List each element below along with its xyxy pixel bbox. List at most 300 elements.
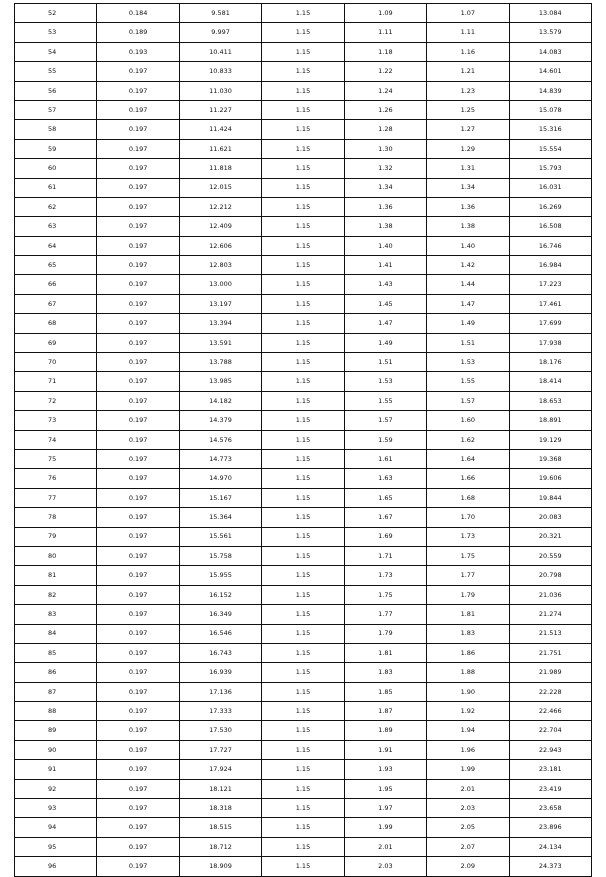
table-cell-col-4: 1.15: [262, 411, 344, 430]
table-row: [15, 333, 592, 352]
table-cell-col-6: 1.77: [427, 566, 509, 585]
table-cell-row-number: 53: [15, 23, 97, 42]
table-cell-col-7: 17.461: [509, 294, 591, 313]
table-cell-col-2: 0.197: [97, 546, 179, 565]
table-cell-col-2: 0.197: [97, 411, 179, 430]
table-cell-col-6: 1.57: [427, 391, 509, 410]
table-cell-row-number: 65: [15, 256, 97, 275]
table-cell-col-6: 1.53: [427, 353, 509, 372]
table-cell-row-number: 52: [15, 4, 97, 23]
table-cell-col-5: 1.61: [344, 449, 426, 468]
table-cell-col-5: 1.95: [344, 779, 426, 798]
table-cell-col-4: 1.15: [262, 566, 344, 585]
table-row: [15, 857, 592, 876]
table-cell-col-4: 1.15: [262, 469, 344, 488]
table-cell-col-5: 1.59: [344, 430, 426, 449]
table-cell-col-2: 0.197: [97, 333, 179, 352]
table-cell-col-4: 1.15: [262, 197, 344, 216]
table-cell-col-6: 1.29: [427, 139, 509, 158]
table-row: [15, 624, 592, 643]
table-cell-col-3: 16.939: [179, 663, 261, 682]
table-row: [15, 314, 592, 333]
table-cell-col-7: 15.078: [509, 100, 591, 119]
table-cell-col-3: 15.561: [179, 527, 261, 546]
table-cell-col-7: 23.419: [509, 779, 591, 798]
table-row: [15, 391, 592, 410]
table-row: [15, 62, 592, 81]
table-cell-col-2: 0.197: [97, 236, 179, 255]
table-cell-col-4: 1.15: [262, 4, 344, 23]
table-cell-col-3: 13.197: [179, 294, 261, 313]
table-cell-col-7: 21.751: [509, 643, 591, 662]
table-row: [15, 372, 592, 391]
table-cell-row-number: 61: [15, 178, 97, 197]
table-cell-col-6: 1.60: [427, 411, 509, 430]
table-cell-row-number: 82: [15, 585, 97, 604]
table-cell-col-7: 20.321: [509, 527, 591, 546]
table-cell-col-6: 1.96: [427, 740, 509, 759]
table-cell-col-2: 0.197: [97, 508, 179, 527]
table-row: [15, 23, 592, 42]
table-cell-col-7: 18.653: [509, 391, 591, 410]
table-cell-row-number: 93: [15, 799, 97, 818]
table-cell-col-3: 11.424: [179, 120, 261, 139]
table-cell-col-5: 1.34: [344, 178, 426, 197]
table-cell-col-7: 22.466: [509, 702, 591, 721]
table-cell-col-3: 18.318: [179, 799, 261, 818]
table-cell-col-5: 1.43: [344, 275, 426, 294]
table-cell-col-6: 1.07: [427, 4, 509, 23]
table-cell-col-5: 1.99: [344, 818, 426, 837]
table-cell-col-4: 1.15: [262, 100, 344, 119]
table-cell-row-number: 76: [15, 469, 97, 488]
table-cell-col-6: 1.62: [427, 430, 509, 449]
table-cell-col-6: 1.34: [427, 178, 509, 197]
table-cell-row-number: 56: [15, 81, 97, 100]
table-cell-col-5: 1.65: [344, 488, 426, 507]
table-cell-col-6: 1.90: [427, 682, 509, 701]
table-cell-col-5: 1.41: [344, 256, 426, 275]
table-cell-col-5: 1.75: [344, 585, 426, 604]
data-table: [14, 3, 592, 877]
table-cell-col-2: 0.197: [97, 391, 179, 410]
table-row: [15, 217, 592, 236]
table-row: [15, 546, 592, 565]
table-cell-row-number: 92: [15, 779, 97, 798]
table-cell-col-7: 22.704: [509, 721, 591, 740]
table-cell-col-6: 1.25: [427, 100, 509, 119]
table-cell-col-7: 23.896: [509, 818, 591, 837]
table-cell-col-7: 24.134: [509, 837, 591, 856]
table-cell-col-2: 0.197: [97, 799, 179, 818]
table-cell-col-4: 1.15: [262, 353, 344, 372]
table-cell-row-number: 90: [15, 740, 97, 759]
table-cell-col-7: 23.658: [509, 799, 591, 818]
table-cell-col-4: 1.15: [262, 760, 344, 779]
table-cell-col-7: 19.844: [509, 488, 591, 507]
table-cell-col-4: 1.15: [262, 527, 344, 546]
table-cell-col-6: 1.92: [427, 702, 509, 721]
table-row: [15, 81, 592, 100]
table-cell-col-7: 21.513: [509, 624, 591, 643]
table-cell-col-4: 1.15: [262, 256, 344, 275]
table-cell-col-6: 1.99: [427, 760, 509, 779]
table-cell-col-3: 13.394: [179, 314, 261, 333]
table-cell-col-2: 0.197: [97, 663, 179, 682]
table-cell-col-2: 0.197: [97, 159, 179, 178]
table-cell-col-3: 17.136: [179, 682, 261, 701]
table-row: [15, 488, 592, 507]
table-cell-col-7: 22.228: [509, 682, 591, 701]
table-cell-col-4: 1.15: [262, 217, 344, 236]
table-cell-col-4: 1.15: [262, 159, 344, 178]
table-cell-col-7: 17.938: [509, 333, 591, 352]
table-cell-col-7: 16.031: [509, 178, 591, 197]
table-row: [15, 643, 592, 662]
table-row: [15, 721, 592, 740]
table-row: [15, 159, 592, 178]
table-cell-col-4: 1.15: [262, 294, 344, 313]
table-cell-col-7: 14.083: [509, 42, 591, 61]
table-cell-col-3: 12.606: [179, 236, 261, 255]
table-row: [15, 585, 592, 604]
table-cell-row-number: 87: [15, 682, 97, 701]
table-cell-col-5: 1.87: [344, 702, 426, 721]
table-cell-col-6: 1.49: [427, 314, 509, 333]
table-cell-col-6: 1.21: [427, 62, 509, 81]
table-cell-col-2: 0.193: [97, 42, 179, 61]
table-cell-col-6: 2.01: [427, 779, 509, 798]
table-cell-col-7: 18.891: [509, 411, 591, 430]
table-cell-row-number: 94: [15, 818, 97, 837]
table-cell-col-4: 1.15: [262, 178, 344, 197]
table-cell-col-3: 10.411: [179, 42, 261, 61]
table-row: [15, 760, 592, 779]
table-cell-col-5: 1.77: [344, 605, 426, 624]
table-cell-row-number: 68: [15, 314, 97, 333]
table-row: [15, 236, 592, 255]
table-cell-col-2: 0.197: [97, 120, 179, 139]
table-cell-col-4: 1.15: [262, 81, 344, 100]
table-cell-col-7: 23.181: [509, 760, 591, 779]
table-cell-col-6: 1.31: [427, 159, 509, 178]
table-cell-col-2: 0.197: [97, 275, 179, 294]
table-cell-col-7: 14.839: [509, 81, 591, 100]
table-row: [15, 682, 592, 701]
table-cell-col-3: 14.182: [179, 391, 261, 410]
table-row: [15, 527, 592, 546]
table-cell-col-4: 1.15: [262, 740, 344, 759]
table-row: [15, 779, 592, 798]
table-cell-col-3: 9.997: [179, 23, 261, 42]
table-cell-col-3: 16.349: [179, 605, 261, 624]
table-cell-col-4: 1.15: [262, 139, 344, 158]
table-cell-col-2: 0.197: [97, 605, 179, 624]
table-cell-col-6: 1.75: [427, 546, 509, 565]
table-cell-col-4: 1.15: [262, 624, 344, 643]
table-cell-col-2: 0.197: [97, 702, 179, 721]
table-cell-col-5: 1.26: [344, 100, 426, 119]
table-cell-col-3: 14.576: [179, 430, 261, 449]
table-cell-col-5: 1.49: [344, 333, 426, 352]
table-cell-col-5: 1.24: [344, 81, 426, 100]
table-cell-col-7: 19.129: [509, 430, 591, 449]
table-cell-col-4: 1.15: [262, 391, 344, 410]
table-cell-col-7: 16.746: [509, 236, 591, 255]
table-row: [15, 605, 592, 624]
table-cell-col-2: 0.197: [97, 566, 179, 585]
table-cell-col-6: 1.16: [427, 42, 509, 61]
table-cell-row-number: 79: [15, 527, 97, 546]
table-cell-col-3: 11.818: [179, 159, 261, 178]
table-cell-col-5: 1.73: [344, 566, 426, 585]
table-cell-col-6: 1.70: [427, 508, 509, 527]
table-cell-col-6: 2.09: [427, 857, 509, 876]
table-row: [15, 740, 592, 759]
table-cell-col-5: 1.36: [344, 197, 426, 216]
table-row: [15, 469, 592, 488]
table-cell-row-number: 71: [15, 372, 97, 391]
table-cell-col-5: 1.63: [344, 469, 426, 488]
table-cell-col-5: 1.67: [344, 508, 426, 527]
table-cell-col-3: 15.167: [179, 488, 261, 507]
table-cell-col-5: 1.32: [344, 159, 426, 178]
table-cell-col-3: 15.955: [179, 566, 261, 585]
table-cell-col-5: 1.47: [344, 314, 426, 333]
table-cell-col-6: 1.44: [427, 275, 509, 294]
table-cell-col-7: 15.316: [509, 120, 591, 139]
table-cell-col-3: 17.333: [179, 702, 261, 721]
table-cell-col-6: 2.07: [427, 837, 509, 856]
table-cell-row-number: 66: [15, 275, 97, 294]
table-cell-row-number: 96: [15, 857, 97, 876]
table-cell-col-6: 1.38: [427, 217, 509, 236]
table-cell-col-3: 13.788: [179, 353, 261, 372]
table-cell-col-4: 1.15: [262, 372, 344, 391]
table-cell-col-2: 0.197: [97, 197, 179, 216]
table-cell-col-2: 0.197: [97, 314, 179, 333]
table-cell-col-5: 1.89: [344, 721, 426, 740]
table-cell-row-number: 75: [15, 449, 97, 468]
table-cell-row-number: 80: [15, 546, 97, 565]
table-row: [15, 508, 592, 527]
table-cell-col-3: 12.409: [179, 217, 261, 236]
table-cell-col-4: 1.15: [262, 488, 344, 507]
table-cell-col-4: 1.15: [262, 605, 344, 624]
table-cell-col-4: 1.15: [262, 236, 344, 255]
table-cell-col-6: 1.94: [427, 721, 509, 740]
table-cell-col-6: 1.23: [427, 81, 509, 100]
table-cell-col-7: 18.176: [509, 353, 591, 372]
table-cell-row-number: 77: [15, 488, 97, 507]
table-cell-col-6: 1.64: [427, 449, 509, 468]
table-cell-row-number: 54: [15, 42, 97, 61]
table-cell-row-number: 85: [15, 643, 97, 662]
table-cell-col-2: 0.197: [97, 643, 179, 662]
table-cell-col-3: 18.515: [179, 818, 261, 837]
table-cell-col-2: 0.197: [97, 256, 179, 275]
table-cell-col-2: 0.184: [97, 4, 179, 23]
table-cell-col-5: 1.91: [344, 740, 426, 759]
table-cell-col-3: 17.530: [179, 721, 261, 740]
table-cell-col-3: 18.712: [179, 837, 261, 856]
table-cell-col-3: 15.758: [179, 546, 261, 565]
table-cell-col-7: 16.508: [509, 217, 591, 236]
table-cell-row-number: 84: [15, 624, 97, 643]
table-cell-col-2: 0.197: [97, 430, 179, 449]
table-cell-col-6: 1.36: [427, 197, 509, 216]
table-row: [15, 449, 592, 468]
table-cell-col-6: 1.40: [427, 236, 509, 255]
table-cell-col-2: 0.197: [97, 760, 179, 779]
table-cell-col-7: 18.414: [509, 372, 591, 391]
table-cell-col-7: 21.989: [509, 663, 591, 682]
table-cell-row-number: 67: [15, 294, 97, 313]
table-cell-col-4: 1.15: [262, 23, 344, 42]
table-cell-col-7: 13.084: [509, 4, 591, 23]
table-row: [15, 294, 592, 313]
table-cell-col-3: 11.227: [179, 100, 261, 119]
table-cell-col-5: 1.22: [344, 62, 426, 81]
table-cell-col-2: 0.197: [97, 469, 179, 488]
table-cell-col-5: 1.97: [344, 799, 426, 818]
table-cell-col-2: 0.197: [97, 779, 179, 798]
table-cell-col-6: 1.51: [427, 333, 509, 352]
table-cell-col-5: 1.85: [344, 682, 426, 701]
table-cell-col-2: 0.197: [97, 585, 179, 604]
table-cell-col-5: 1.55: [344, 391, 426, 410]
table-cell-row-number: 58: [15, 120, 97, 139]
table-cell-col-5: 1.09: [344, 4, 426, 23]
table-row: [15, 430, 592, 449]
table-cell-row-number: 74: [15, 430, 97, 449]
table-cell-col-2: 0.197: [97, 449, 179, 468]
table-cell-col-3: 12.212: [179, 197, 261, 216]
table-cell-col-3: 16.743: [179, 643, 261, 662]
table-cell-col-4: 1.15: [262, 837, 344, 856]
table-cell-col-7: 20.083: [509, 508, 591, 527]
table-cell-row-number: 55: [15, 62, 97, 81]
table-cell-col-4: 1.15: [262, 430, 344, 449]
table-row: [15, 178, 592, 197]
table-cell-col-2: 0.197: [97, 857, 179, 876]
table-cell-row-number: 89: [15, 721, 97, 740]
table-cell-col-6: 1.81: [427, 605, 509, 624]
table-cell-col-3: 13.591: [179, 333, 261, 352]
table-cell-col-7: 17.699: [509, 314, 591, 333]
table-cell-col-3: 11.030: [179, 81, 261, 100]
table-cell-col-3: 13.000: [179, 275, 261, 294]
table-cell-row-number: 62: [15, 197, 97, 216]
table-cell-col-5: 1.53: [344, 372, 426, 391]
table-cell-col-7: 19.606: [509, 469, 591, 488]
table-cell-col-4: 1.15: [262, 702, 344, 721]
table-cell-row-number: 78: [15, 508, 97, 527]
table-cell-col-4: 1.15: [262, 779, 344, 798]
table-cell-col-6: 1.66: [427, 469, 509, 488]
table-cell-col-4: 1.15: [262, 314, 344, 333]
table-cell-col-2: 0.197: [97, 721, 179, 740]
table-cell-col-5: 1.11: [344, 23, 426, 42]
table-cell-col-2: 0.197: [97, 624, 179, 643]
table-cell-row-number: 63: [15, 217, 97, 236]
table-cell-col-2: 0.197: [97, 682, 179, 701]
table-cell-col-3: 14.379: [179, 411, 261, 430]
table-cell-col-3: 10.833: [179, 62, 261, 81]
table-cell-col-2: 0.197: [97, 372, 179, 391]
table-cell-col-5: 1.79: [344, 624, 426, 643]
table-cell-col-7: 17.223: [509, 275, 591, 294]
table-cell-col-5: 1.71: [344, 546, 426, 565]
table-cell-row-number: 60: [15, 159, 97, 178]
table-cell-row-number: 59: [15, 139, 97, 158]
table-cell-col-6: 1.68: [427, 488, 509, 507]
table-cell-col-5: 1.51: [344, 353, 426, 372]
table-cell-col-2: 0.197: [97, 527, 179, 546]
table-cell-col-5: 1.83: [344, 663, 426, 682]
table-cell-col-6: 1.73: [427, 527, 509, 546]
table-cell-row-number: 95: [15, 837, 97, 856]
table-cell-col-2: 0.197: [97, 353, 179, 372]
table-cell-row-number: 88: [15, 702, 97, 721]
table-cell-col-5: 1.69: [344, 527, 426, 546]
table-cell-col-2: 0.197: [97, 81, 179, 100]
table-cell-col-5: 1.28: [344, 120, 426, 139]
table-cell-col-7: 21.274: [509, 605, 591, 624]
table-cell-col-3: 18.121: [179, 779, 261, 798]
table-cell-col-3: 16.546: [179, 624, 261, 643]
table-cell-col-2: 0.197: [97, 178, 179, 197]
table-cell-row-number: 86: [15, 663, 97, 682]
table-cell-col-6: 1.83: [427, 624, 509, 643]
table-row: [15, 4, 592, 23]
table-cell-col-7: 13.579: [509, 23, 591, 42]
table-cell-row-number: 64: [15, 236, 97, 255]
table-cell-col-7: 20.798: [509, 566, 591, 585]
table-cell-col-4: 1.15: [262, 663, 344, 682]
table-cell-col-3: 18.909: [179, 857, 261, 876]
table-cell-col-3: 11.621: [179, 139, 261, 158]
table-cell-row-number: 81: [15, 566, 97, 585]
table-row: [15, 256, 592, 275]
table-cell-col-5: 1.40: [344, 236, 426, 255]
table-cell-col-5: 1.38: [344, 217, 426, 236]
table-cell-col-5: 1.93: [344, 760, 426, 779]
table-cell-col-6: 1.27: [427, 120, 509, 139]
table-cell-col-2: 0.197: [97, 488, 179, 507]
table-cell-col-7: 19.368: [509, 449, 591, 468]
table-cell-col-3: 16.152: [179, 585, 261, 604]
table-cell-col-4: 1.15: [262, 721, 344, 740]
table-cell-col-5: 1.45: [344, 294, 426, 313]
table-cell-col-6: 2.03: [427, 799, 509, 818]
table-row: [15, 120, 592, 139]
table-cell-col-4: 1.15: [262, 585, 344, 604]
table-cell-col-5: 1.81: [344, 643, 426, 662]
table-cell-col-7: 21.036: [509, 585, 591, 604]
table-cell-col-6: 1.11: [427, 23, 509, 42]
table-row: [15, 353, 592, 372]
table-cell-col-3: 13.985: [179, 372, 261, 391]
table-cell-col-7: 14.601: [509, 62, 591, 81]
table-cell-row-number: 83: [15, 605, 97, 624]
table-cell-col-2: 0.197: [97, 740, 179, 759]
table-cell-col-3: 14.970: [179, 469, 261, 488]
table-body: [15, 4, 592, 877]
table-cell-col-5: 2.03: [344, 857, 426, 876]
table-cell-row-number: 69: [15, 333, 97, 352]
table-cell-row-number: 91: [15, 760, 97, 779]
